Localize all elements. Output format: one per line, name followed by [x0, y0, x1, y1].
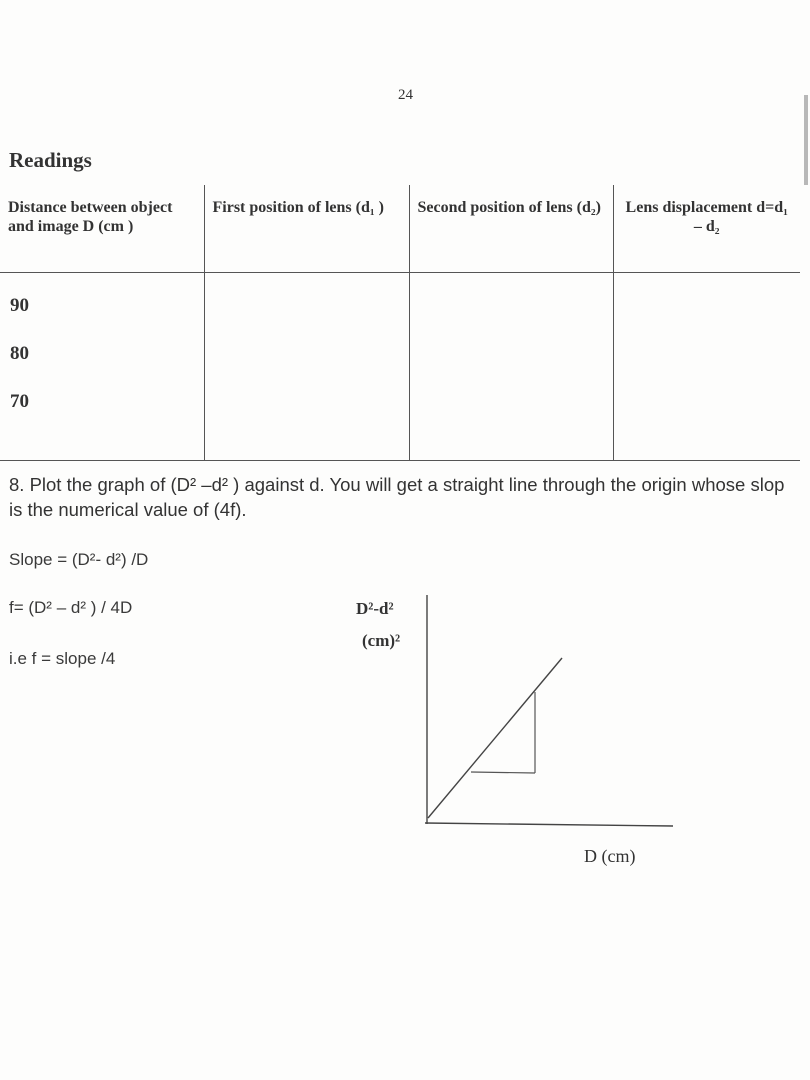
- scan-edge-mark: [804, 95, 808, 185]
- y-axis-label-line1: D²-d²: [356, 599, 394, 618]
- displacement-cell: [613, 273, 800, 461]
- distance-value-90: 90: [10, 295, 29, 316]
- focal-length-formula: f= (D² – d² ) / 4D: [9, 598, 133, 617]
- y-axis-label-line2: (cm)²: [362, 631, 401, 650]
- graph: [340, 590, 700, 880]
- header-first-position: First position of lens (d₁ ): [204, 185, 409, 273]
- instruction-step-8: 8. Plot the graph of (D² –d² ) against d. You will get a straight line through the origin whose slop is the numerical value of (4f).: [9, 474, 785, 520]
- header-distance: Distance between object and image D (cm ): [0, 185, 204, 273]
- readings-table: [0, 185, 800, 461]
- distance-value-70: 70: [10, 391, 29, 412]
- trend-line: [428, 658, 562, 818]
- x-axis-label: D (cm): [584, 846, 636, 866]
- distance-values-cell: [0, 273, 204, 461]
- header-second-position: Second position of lens (d₂): [409, 185, 613, 273]
- slope-triangle-horizontal: [471, 772, 535, 773]
- second-position-cell: [409, 273, 613, 461]
- slope-formula: Slope = (D²- d²) /D: [9, 550, 149, 569]
- distance-value-80: 80: [10, 343, 29, 364]
- first-position-cell: [204, 273, 409, 461]
- x-axis: [425, 823, 673, 826]
- readings-heading: Readings: [9, 148, 92, 172]
- ie-formula: i.e f = slope /4: [9, 649, 116, 668]
- page-number: 24: [398, 87, 413, 103]
- header-lens-displacement: Lens displacement d=d₁ – d₂: [613, 185, 800, 273]
